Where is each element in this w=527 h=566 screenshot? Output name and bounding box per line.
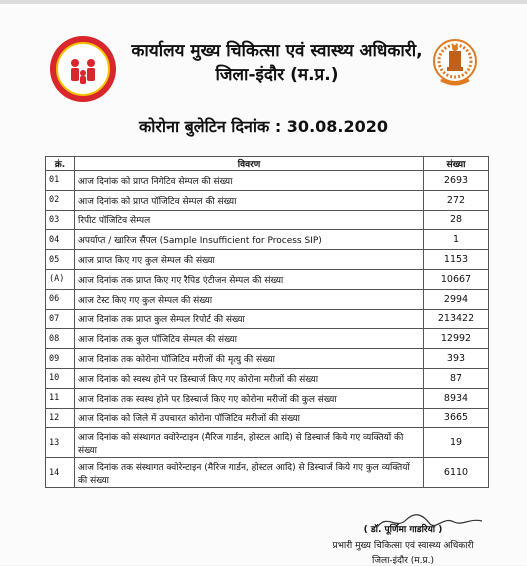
row-number: 07: [46, 309, 75, 329]
row-number: 09: [46, 349, 75, 369]
officer-place: जिला-इंदौर (म.प्र.): [371, 556, 434, 566]
table-row: [46, 230, 489, 250]
row-description: आज टेस्ट किए गए कुल सेम्पल की संख्या: [75, 289, 424, 309]
table-row: [46, 388, 489, 408]
row-count: 8934: [424, 388, 489, 408]
table-row: [46, 269, 489, 289]
row-number: 02: [46, 190, 75, 210]
table-row: [46, 329, 489, 349]
table-row: [46, 428, 489, 458]
table-row: [46, 171, 489, 191]
statistics-table: [45, 156, 489, 488]
row-count: 213422: [424, 309, 489, 329]
row-number: 04: [46, 230, 75, 250]
row-number: 01: [46, 171, 75, 191]
row-count: 2693: [424, 171, 489, 191]
row-description: आज दिनांक तक कोरोना पॉजिटिव मरीजों की मृत्यु की संख्या: [75, 349, 424, 369]
officer-designation: प्रभारी मुख्य चिकित्सा एवं स्वास्थ्य अधिकारी: [332, 541, 474, 551]
row-count: 3665: [424, 408, 489, 428]
row-description: रिपीट पॉजिटिव सेम्पल: [75, 210, 424, 230]
column-header-description: विवरण: [75, 157, 424, 171]
row-count: 28: [424, 210, 489, 230]
row-number: (A): [46, 269, 75, 289]
row-description: आज दिनांक को प्राप्त निगेटिव सेम्पल की संख्या: [75, 171, 424, 191]
row-description: आज दिनांक तक स्वस्थ होने पर डिस्चार्ज किए गए कोरोना मरीजों की कुल संख्या: [75, 388, 424, 408]
table-row: [46, 309, 489, 329]
row-number: 06: [46, 289, 75, 309]
page-edge: [0, 0, 527, 4]
row-description: आज दिनांक को प्राप्त पॉजिटिव सेम्पल की संख्या: [75, 190, 424, 210]
row-number: 03: [46, 210, 75, 230]
row-description: आज दिनांक तक संस्थागत क्वोरेन्टाइन (मैरिज गार्डन, होस्टल आदि) से डिस्चार्ज किये गए कुल व्यक्तियों की संख्या: [75, 458, 424, 488]
row-number: 05: [46, 250, 75, 270]
row-number: 11: [46, 388, 75, 408]
row-description: आज दिनांक को जिले में उपचारत कोरोना पॉजिटिव मरीजों की संख्या: [75, 408, 424, 428]
row-number: 12: [46, 408, 75, 428]
row-number: 13: [46, 428, 75, 458]
table-row: [46, 349, 489, 369]
table-row: [46, 190, 489, 210]
row-number: 08: [46, 329, 75, 349]
table-row: [46, 408, 489, 428]
row-number: 14: [46, 458, 75, 488]
row-count: 19: [424, 428, 489, 458]
district-title: जिला-इंदौर (म.प्र.): [215, 65, 339, 85]
bulletin-heading: कोरोना बुलेटिन दिनांक : 30.08.2020: [138, 117, 389, 136]
column-header-number: क्रं.: [46, 157, 75, 171]
table-row: [46, 458, 489, 488]
row-count: 10667: [424, 269, 489, 289]
row-count: 12992: [424, 329, 489, 349]
row-description: अपर्याप्त / खारिज सैंपल (Sample Insufficient for Process SIP): [75, 230, 424, 250]
table-row: [46, 250, 489, 270]
table-row: [46, 289, 489, 309]
table-row: [46, 368, 489, 388]
row-count: 272: [424, 190, 489, 210]
table-header-row: [46, 157, 489, 171]
row-count: 2994: [424, 289, 489, 309]
row-count: 393: [424, 349, 489, 369]
officer-name: ( डॉ. पूर्णिमा गाडरिया ): [363, 525, 443, 535]
row-description: आज दिनांक को स्वस्थ होने पर डिस्चार्ज किए गए कोरोना मरीजों की संख्या: [75, 368, 424, 388]
row-description: आज दिनांक तक प्राप्त कुल सेम्पल रिपोर्ट की संख्या: [75, 309, 424, 329]
row-description: आज दिनांक तक प्राप्त किए गए रैपिड एंटीजन सेम्पल की संख्या: [75, 269, 424, 289]
column-header-count: संख्या: [424, 157, 489, 171]
row-description: आज दिनांक तक कुल पॉजिटिव सेम्पल की संख्या: [75, 329, 424, 349]
row-number: 10: [46, 368, 75, 388]
row-count: 6110: [424, 458, 489, 488]
office-title: कार्यालय मुख्य चिकित्सा एवं स्वास्थ्य अधिकारी,: [131, 41, 423, 61]
row-description: आज दिनांक को संस्थागत क्वोरेन्टाइन (मैरिज गार्डन, होस्टल आदि) से डिस्चार्ज किये गए व्यक्तियों की संख्या: [75, 428, 424, 458]
row-count: 1153: [424, 250, 489, 270]
row-count: 1: [424, 230, 489, 250]
row-count: 87: [424, 368, 489, 388]
table-row: [46, 210, 489, 230]
row-description: आज प्राप्त किए गए कुल सेम्पल की संख्या: [75, 250, 424, 270]
health-department-logo: [50, 36, 116, 102]
